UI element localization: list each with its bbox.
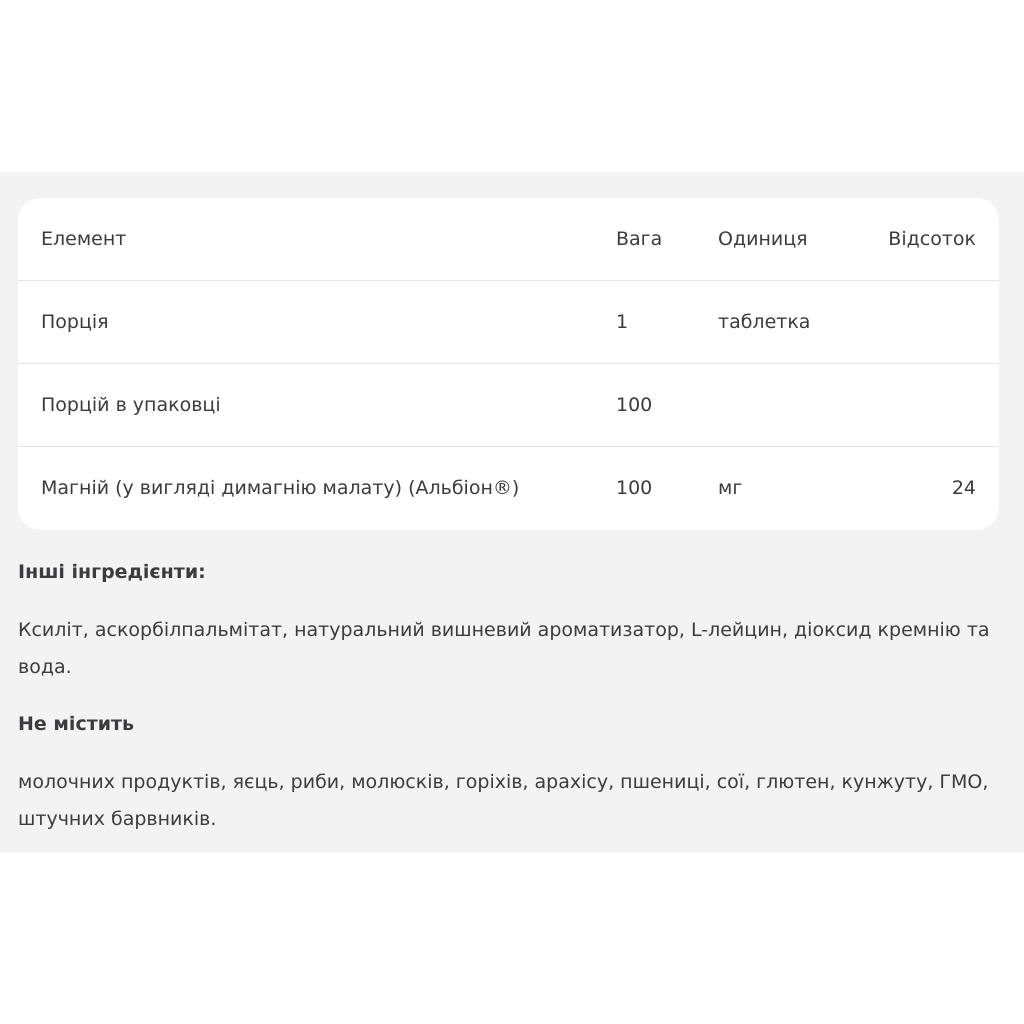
row-unit: таблетка xyxy=(718,311,811,333)
row-weight: 100 xyxy=(616,394,653,416)
nutrition-table xyxy=(18,198,999,530)
other-ingredients-text: Ксиліт, аскорбілпальмітат, натуральний вишневий ароматизатор, L-лейцин, діоксид кремнію та вода. xyxy=(18,619,990,678)
table-row xyxy=(18,447,999,530)
table-row xyxy=(18,364,999,447)
row-weight: 1 xyxy=(616,311,629,333)
product-info-panel xyxy=(0,172,1024,853)
row-unit: мг xyxy=(718,477,743,499)
row-element: Магній (у вигляді димагнію малату) (Альбіон®) xyxy=(41,477,520,499)
row-element: Порція xyxy=(41,311,109,333)
free-from-text: молочних продуктів, яєць, риби, молюсків, горіхів, арахісу, пшениці, сої, глютен, кунжуту, ГМО, штучних барвників. xyxy=(18,771,989,830)
other-ingredients-heading: Інші інгредієнти: xyxy=(18,561,206,583)
header-element: Елемент xyxy=(41,228,127,250)
table-header-row xyxy=(18,198,999,281)
row-element: Порцій в упаковці xyxy=(41,394,221,416)
header-unit: Одиниця xyxy=(718,228,808,250)
table-row xyxy=(18,281,999,364)
header-percent: Відсоток xyxy=(888,228,976,250)
row-percent: 24 xyxy=(951,477,976,499)
header-weight: Вага xyxy=(616,228,663,250)
row-weight: 100 xyxy=(616,477,653,499)
free-from-heading: Не містить xyxy=(18,713,135,735)
